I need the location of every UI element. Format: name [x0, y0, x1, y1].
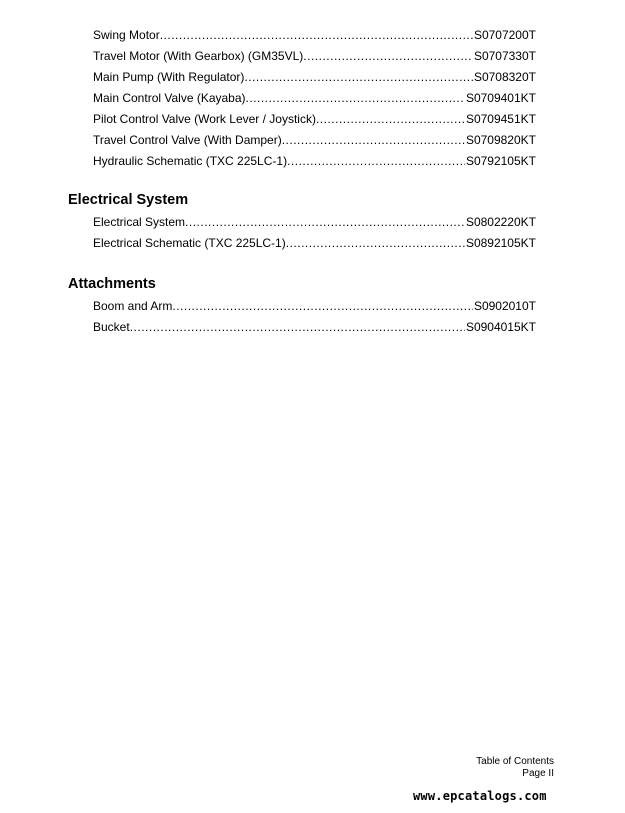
toc-row-pilot-control-valve[interactable]: [93, 109, 536, 130]
toc-dot-leader: [130, 317, 465, 338]
toc-entry-code: S0904015KT: [465, 320, 536, 334]
toc-entry-code: S0892105KT: [465, 236, 536, 250]
toc-dot-leader: [303, 46, 473, 67]
toc-entry-title: Boom and Arm: [93, 299, 173, 313]
toc-entry-title: Travel Motor (With Gearbox) (GM35VL): [93, 49, 304, 63]
toc-dot-leader: [246, 88, 465, 109]
toc-entry-title: Pilot Control Valve (Work Lever / Joystick): [93, 112, 316, 126]
toc-dot-leader: [286, 233, 465, 254]
toc-entry-code: S0709820KT: [465, 133, 536, 147]
toc-entry-title: Swing Motor: [93, 28, 160, 42]
toc-row-bucket[interactable]: [93, 317, 536, 338]
toc-entry-code: S0708320T: [473, 70, 536, 84]
toc-entry-code: S0709451KT: [465, 112, 536, 126]
toc-dot-leader: [282, 130, 465, 151]
section-heading-electrical: Electrical System: [68, 192, 189, 208]
toc-entry-code: S0792105KT: [465, 154, 536, 168]
toc-row-main-control-valve[interactable]: [93, 88, 536, 109]
footer-document-title: Table of Contents: [476, 756, 554, 767]
electrical-toc-group: [93, 212, 536, 254]
toc-dot-leader: [244, 67, 473, 88]
toc-dot-leader: [160, 25, 473, 46]
toc-entry-title: Electrical Schematic (TXC 225LC-1): [93, 236, 286, 250]
toc-entry-code: S0802220KT: [465, 215, 536, 229]
toc-entry-code: S0707200T: [473, 28, 536, 42]
footer-page-number: Page II: [522, 768, 554, 779]
hydraulic-toc-group: [93, 25, 536, 172]
toc-entry-code: S0709401KT: [465, 91, 536, 105]
toc-dot-leader: [316, 109, 465, 130]
toc-entry-code: S0707330T: [473, 49, 536, 63]
toc-entry-code: S0902010T: [473, 299, 536, 313]
toc-dot-leader: [287, 151, 465, 172]
toc-dot-leader: [172, 296, 473, 317]
page-footer: [476, 756, 554, 780]
watermark-url: www.epcatalogs.com: [413, 789, 547, 803]
toc-entry-title: Bucket: [93, 320, 130, 334]
toc-entry-title: Electrical System: [93, 215, 186, 229]
toc-row-travel-control-valve[interactable]: [93, 130, 536, 151]
toc-entry-title: Main Pump (With Regulator): [93, 70, 245, 84]
toc-row-travel-motor[interactable]: [93, 46, 536, 67]
attachments-toc-group: [93, 296, 536, 338]
toc-row-electrical-schematic[interactable]: [93, 233, 536, 254]
toc-row-boom-and-arm[interactable]: [93, 296, 536, 317]
toc-row-main-pump[interactable]: [93, 67, 536, 88]
toc-entry-title: Main Control Valve (Kayaba): [93, 91, 246, 105]
toc-entry-title: Travel Control Valve (With Damper): [93, 133, 282, 147]
toc-row-hydraulic-schematic[interactable]: [93, 151, 536, 172]
toc-row-swing-motor[interactable]: [93, 25, 536, 46]
toc-dot-leader: [185, 212, 465, 233]
toc-row-electrical-system[interactable]: [93, 212, 536, 233]
section-heading-attachments: Attachments: [68, 276, 156, 292]
toc-entry-title: Hydraulic Schematic (TXC 225LC-1): [93, 154, 288, 168]
